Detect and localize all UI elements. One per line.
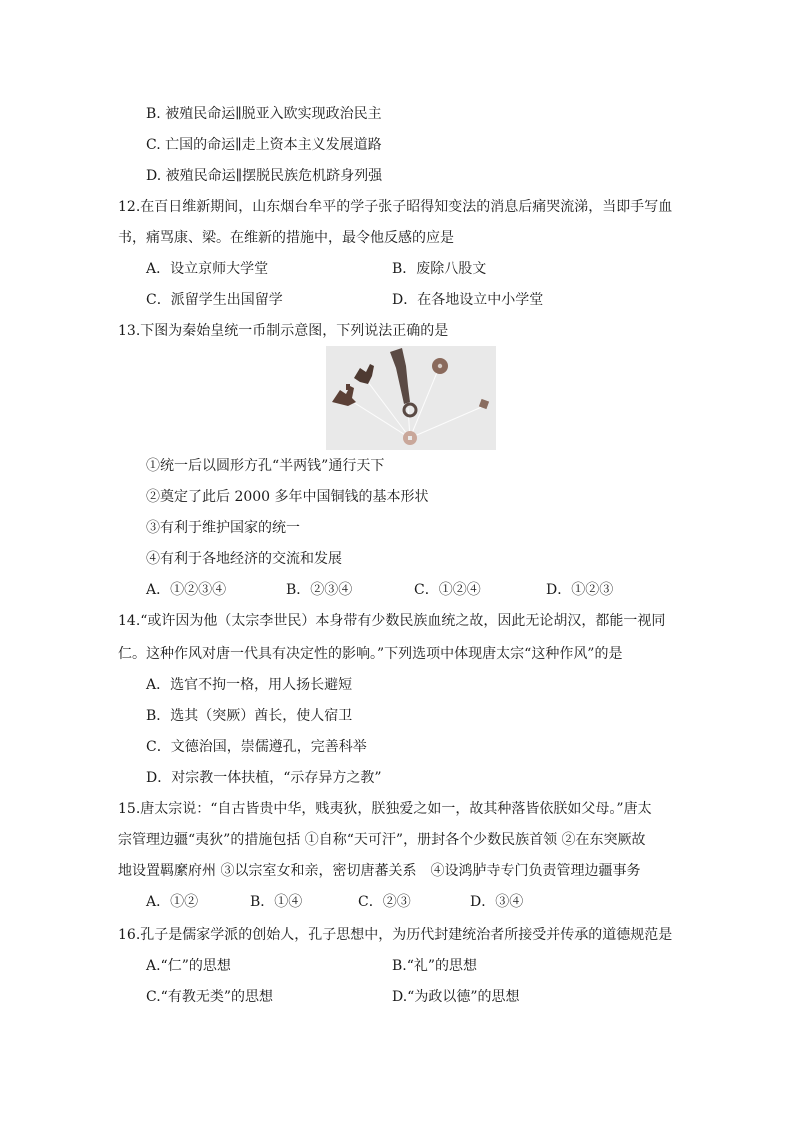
q14-option-a: A．选官不拘一格，用人扬长避短 (146, 677, 353, 693)
q13-statement-4: ④有利于各地经济的交流和发展 (146, 551, 342, 567)
q16-option-a: A.“仁”的思想 (146, 958, 231, 974)
q13-statement-3: ③有利于维护国家的统一 (146, 520, 300, 536)
q15-option-c: C．②③ (358, 894, 411, 910)
q13-statement-1: ①统一后以圆形方孔“半两钱”通行天下 (146, 458, 385, 474)
q14-stem-line2: 仁。这种作风对唐一代具有决定性的影响。”下列选项中体现唐太宗“这种作风”的是 (118, 646, 623, 662)
q12-stem-line1: 12.在百日维新期间，山东烟台牟平的学子张子昭得知变法的消息后痛哭流涕，当即手写血 (118, 199, 673, 215)
q14-option-d: D．对宗教一体扶植，“示存异方之教” (146, 770, 382, 786)
q13-option-a: A．①②③④ (146, 582, 227, 598)
q16-option-b: B.“礼”的思想 (392, 958, 478, 974)
q13-option-b: B．②③④ (286, 582, 353, 598)
q15-stem-line2: 宗管理边疆“夷狄”的措施包括 ①自称“天可汗”，册封各个少数民族首领 ②在东突厥故 (118, 832, 646, 848)
q12-option-a: A．设立京师大学堂 (146, 261, 269, 277)
q15-option-a: A．①② (146, 894, 199, 910)
q14-stem-line1: 14.“或许因为他（太宗李世民）本身带有少数民族血统之故，因此无论胡汉，都能一视同 (118, 613, 666, 629)
q12-option-b: B．废除八股文 (392, 261, 487, 277)
q13-option-c: C．①②④ (414, 582, 481, 598)
q11-option-d: D. 被殖民命运∥摆脱民族危机跻身列强 (146, 168, 383, 184)
q16-option-d: D.“为政以德”的思想 (392, 989, 520, 1005)
q12-stem-line2: 书，痛骂康、梁。在维新的措施中，最令他反感的应是 (118, 230, 454, 246)
q12-option-c: C．派留学生出国留学 (146, 292, 283, 308)
q15-stem-line1: 15.唐太宗说：“自古皆贵中华，贱夷狄，朕独爱之如一，故其种落皆依朕如父母。”唐太 (118, 801, 652, 817)
q13-stem: 13.下图为秦始皇统一币制示意图，下列说法正确的是 (118, 323, 449, 339)
q11-option-b: B. 被殖民命运∥脱亚入欧实现政治民主 (146, 106, 382, 122)
coin-unification-figure (326, 346, 496, 450)
ban-liang-coin-icon (403, 431, 417, 445)
q15-option-b: B．①④ (250, 894, 303, 910)
q16-stem: 16.孔子是儒家学派的创始人，孔子思想中，为历代封建统治者所接受并传承的道德规范是 (118, 927, 673, 943)
q11-option-c: C. 亡国的命运∥走上资本主义发展道路 (146, 137, 382, 153)
q15-stem-line3: 地设置羁縻府州 ③以宗室女和亲，密切唐蕃关系 ④设鸿胪寺专门负责管理边疆事务 (118, 863, 641, 879)
q14-option-c: C．文德治国，崇儒遵孔，完善科举 (146, 739, 367, 755)
round-coin-icon (432, 358, 448, 374)
q14-option-b: B．选其（突厥）酋长，使人宿卫 (146, 708, 353, 724)
q15-option-d: D．③④ (470, 894, 524, 910)
q12-option-d: D．在各地设立中小学堂 (392, 292, 544, 308)
q13-option-d: D．①②③ (546, 582, 614, 598)
q13-statement-2: ②奠定了此后 2000 多年中国铜钱的基本形状 (146, 489, 429, 505)
q16-option-c: C.“有教无类”的思想 (146, 989, 273, 1005)
